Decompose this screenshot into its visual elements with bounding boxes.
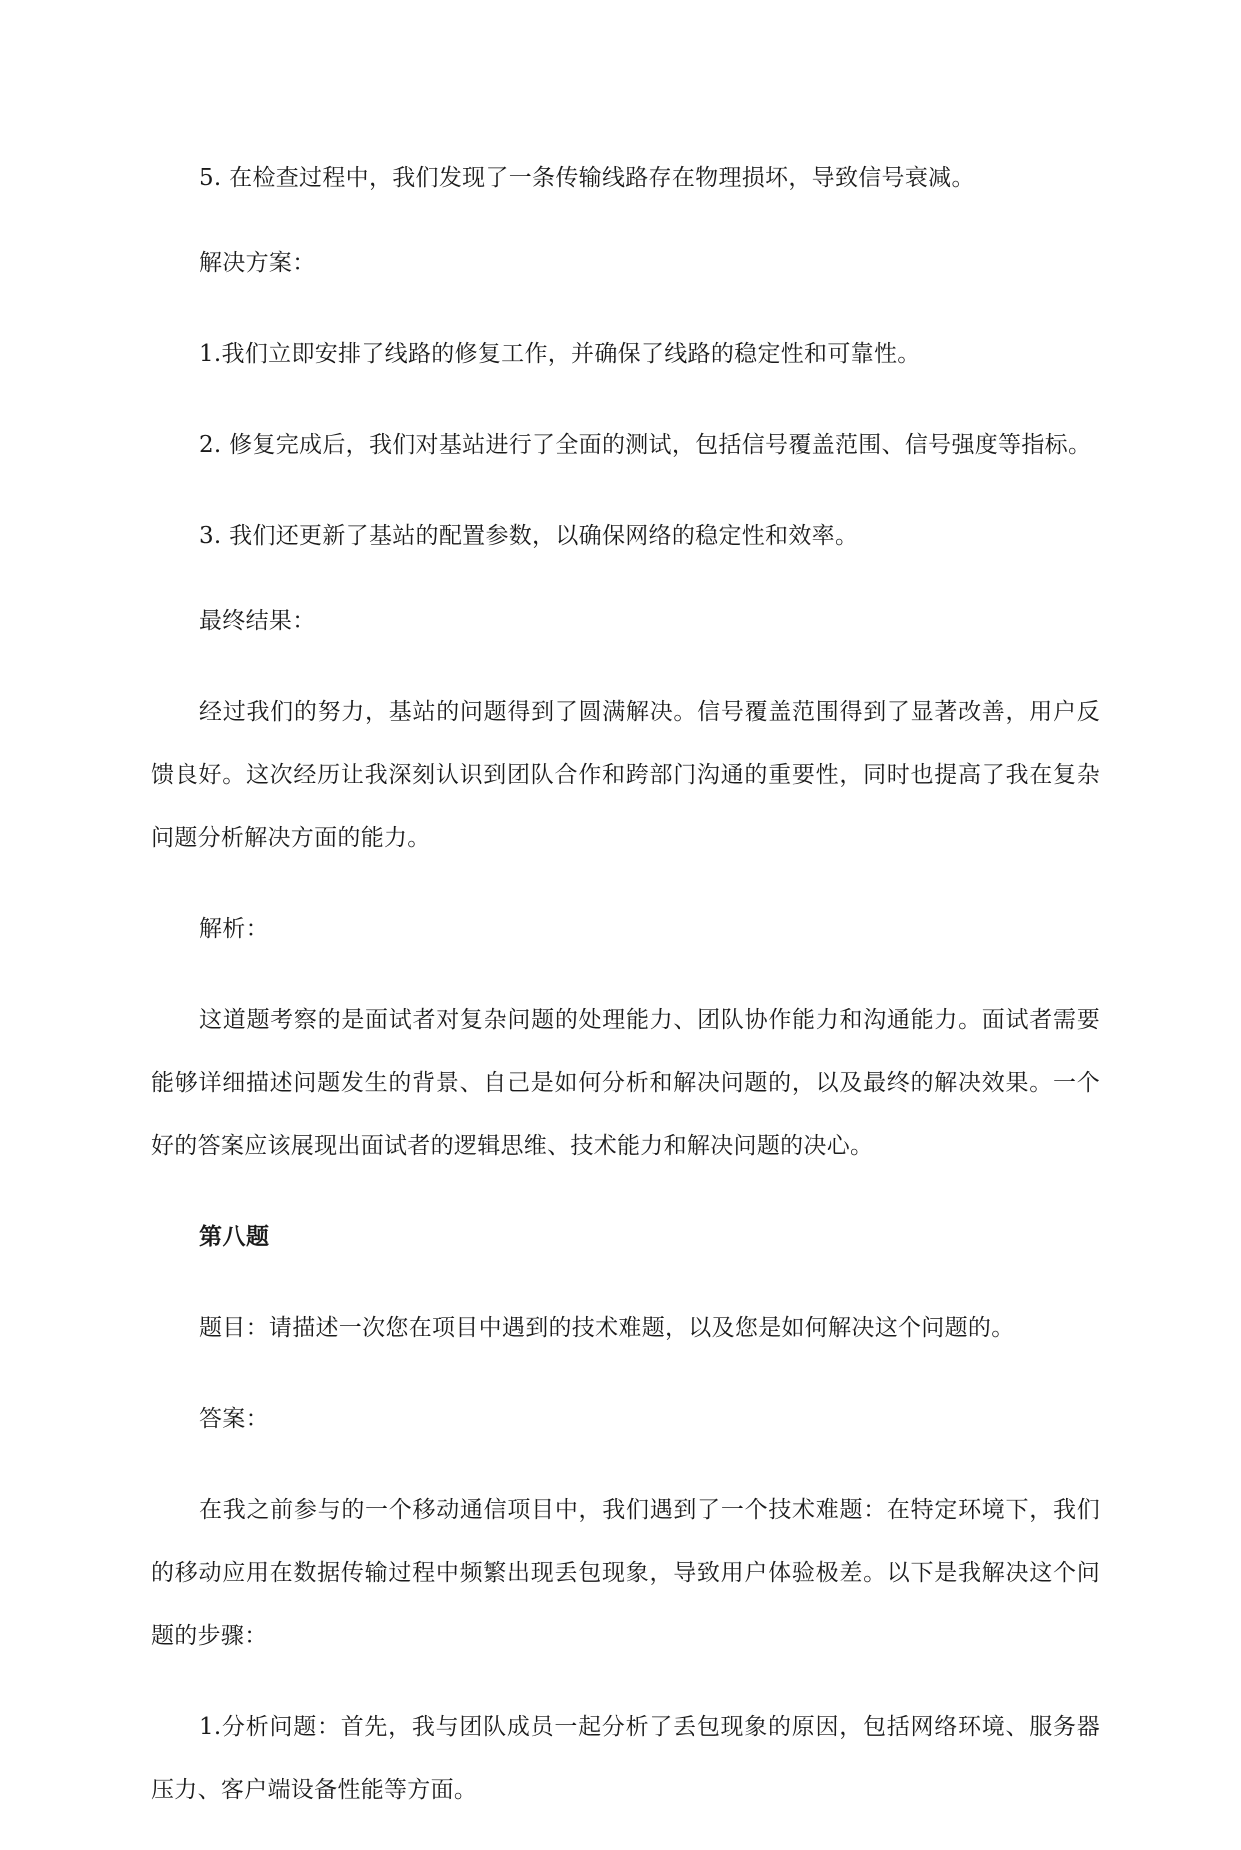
question-heading: 第八题 (199, 1224, 270, 1250)
paragraph-solution-1: 1.我们立即安排了线路的修复工作，并确保了线路的稳定性和可靠性。 (199, 341, 921, 367)
paragraph-item-5: 5. 在检查过程中，我们发现了一条传输线路存在物理损坏，导致信号衰减。 (199, 165, 975, 191)
paragraph-solution-3: 3. 我们还更新了基站的配置参数，以确保网络的稳定性和效率。 (199, 523, 859, 549)
document-body (151, 147, 1100, 1850)
paragraph-answer-step-1: 1.分析问题：首先，我与团队成员一起分析了丢包现象的原因，包括网络环境、服务器压力、客户端设备性能等方面。 (151, 1714, 1100, 1803)
section-label-answer: 答案： (199, 1406, 269, 1432)
paragraph-answer-intro: 在我之前参与的一个移动通信项目中，我们遇到了一个技术难题：在特定环境下，我们的移动应用在数据传输过程中频繁出现丢包现象，导致用户体验极差。以下是我解决这个问题的步骤： (151, 1497, 1100, 1649)
paragraph-solution-2: 2. 修复完成后，我们对基站进行了全面的测试，包括信号覆盖范围、信号强度等指标。 (199, 432, 1092, 458)
section-label-solution: 解决方案： (199, 250, 316, 276)
paragraph-question: 题目：请描述一次您在项目中遇到的技术难题，以及您是如何解决这个问题的。 (199, 1315, 1015, 1341)
section-label-result: 最终结果： (199, 608, 316, 634)
section-label-analysis: 解析： (199, 916, 269, 942)
paragraph-analysis: 这道题考察的是面试者对复杂问题的处理能力、团队协作能力和沟通能力。面试者需要能够详细描述问题发生的背景、自己是如何分析和解决问题的，以及最终的解决效果。一个好的答案应该展现出面试者的逻辑思维、技术能力和解决问题的决心。 (151, 1007, 1100, 1159)
paragraph-result: 经过我们的努力，基站的问题得到了圆满解决。信号覆盖范围得到了显著改善，用户反馈良好。这次经历让我深刻认识到团队合作和跨部门沟通的重要性，同时也提高了我在复杂问题分析解决方面的能力。 (151, 699, 1100, 851)
